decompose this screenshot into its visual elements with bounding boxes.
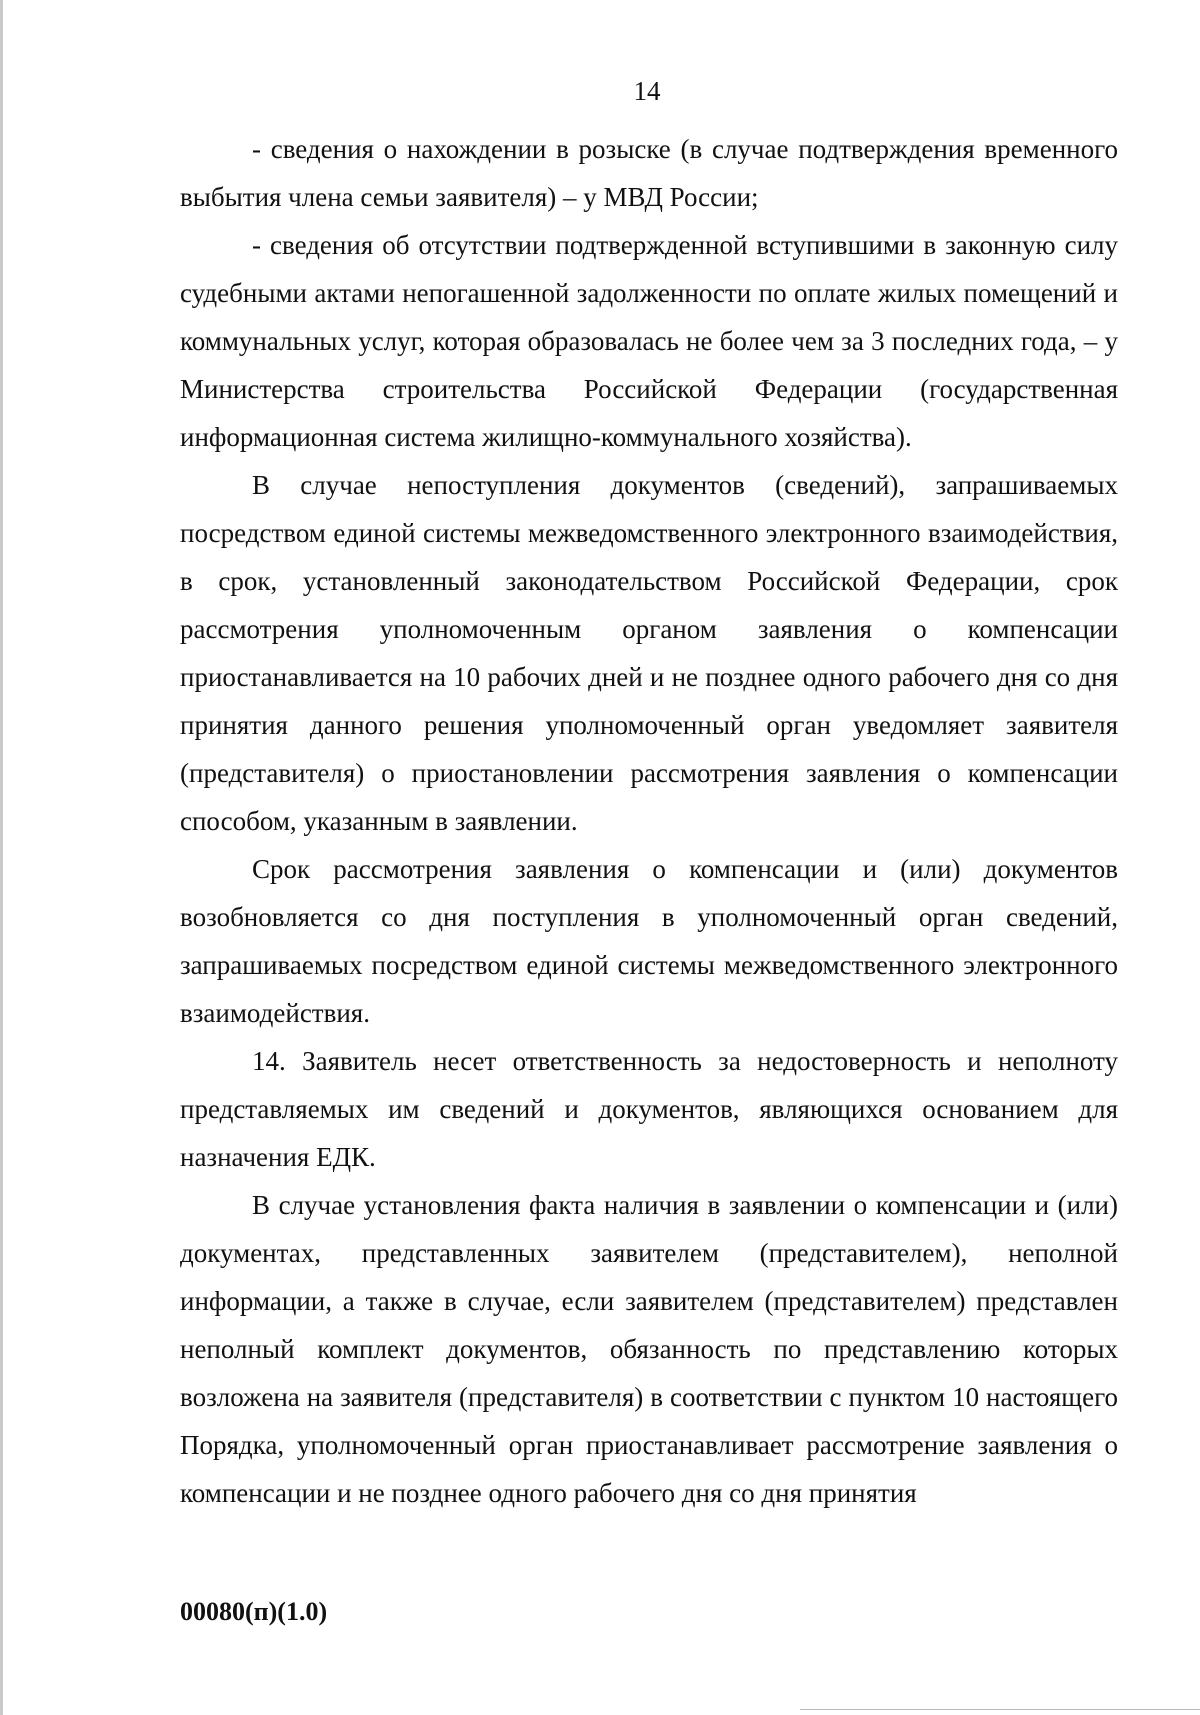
document-body	[180, 125, 1118, 1517]
paragraph-item-14: 14. Заявитель несет ответственность за недостоверность и неполноту представляемых им сведений и документов, являющихся основанием для назначения ЕДК.	[180, 1046, 1118, 1172]
paragraph-debt-info: - сведения об отсутствии подтвержденной вступившими в законную силу судебными актами непогашенной задолженности по оплате жилых помещений и коммунальных услуг, которая образовалась не более чем за 3 последних года, – у Министерства строительства Российской Федерации (государственная информационная система жилищно-коммунального хозяйства).	[180, 230, 1118, 452]
page-left-edge	[0, 0, 3, 1715]
page-number: 14	[633, 76, 661, 106]
paragraph-incomplete-info: В случае установления факта наличия в заявлении о компенсации и (или) документах, представленных заявителем (представителем), неполной информации, а также в случае, если заявителем (представителем) представлен неполный комплект документов, обязанность по представлению которых возложена на заявителя (представителя) в соответствии с пунктом 10 настоящего Порядка, уполномоченный орган приостанавливает рассмотрение заявления о компенсации и не позднее одного рабочего дня со дня принятия	[180, 1190, 1118, 1508]
paragraph-resumption: Срок рассмотрения заявления о компенсации и (или) документов возобновляется со дня поступления в уполномоченный орган сведений, запрашиваемых посредством единой системы межведомственного электронного взаимодействия.	[180, 854, 1118, 1028]
document-code: 00080(п)(1.0)	[180, 1597, 328, 1626]
paragraph-nonreceipt: В случае непоступления документов (сведений), запрашиваемых посредством единой системы межведомственного электронного взаимодействия, в срок, установленный законодательством Российской Федерации, срок рассмотрения уполномоченным органом заявления о компенсации приостанавливается на 10 рабочих дней и не позднее одного рабочего дня со дня принятия данного решения уполномоченный орган уведомляет заявителя (представителя) о приостановлении рассмотрения заявления о компенсации способом, указанным в заявлении.	[180, 470, 1118, 836]
bottom-divider	[800, 1709, 1200, 1710]
paragraph-search-info: - сведения о нахождении в розыске (в случае подтверждения временного выбытия члена семьи заявителя) – у МВД России;	[180, 134, 1118, 212]
